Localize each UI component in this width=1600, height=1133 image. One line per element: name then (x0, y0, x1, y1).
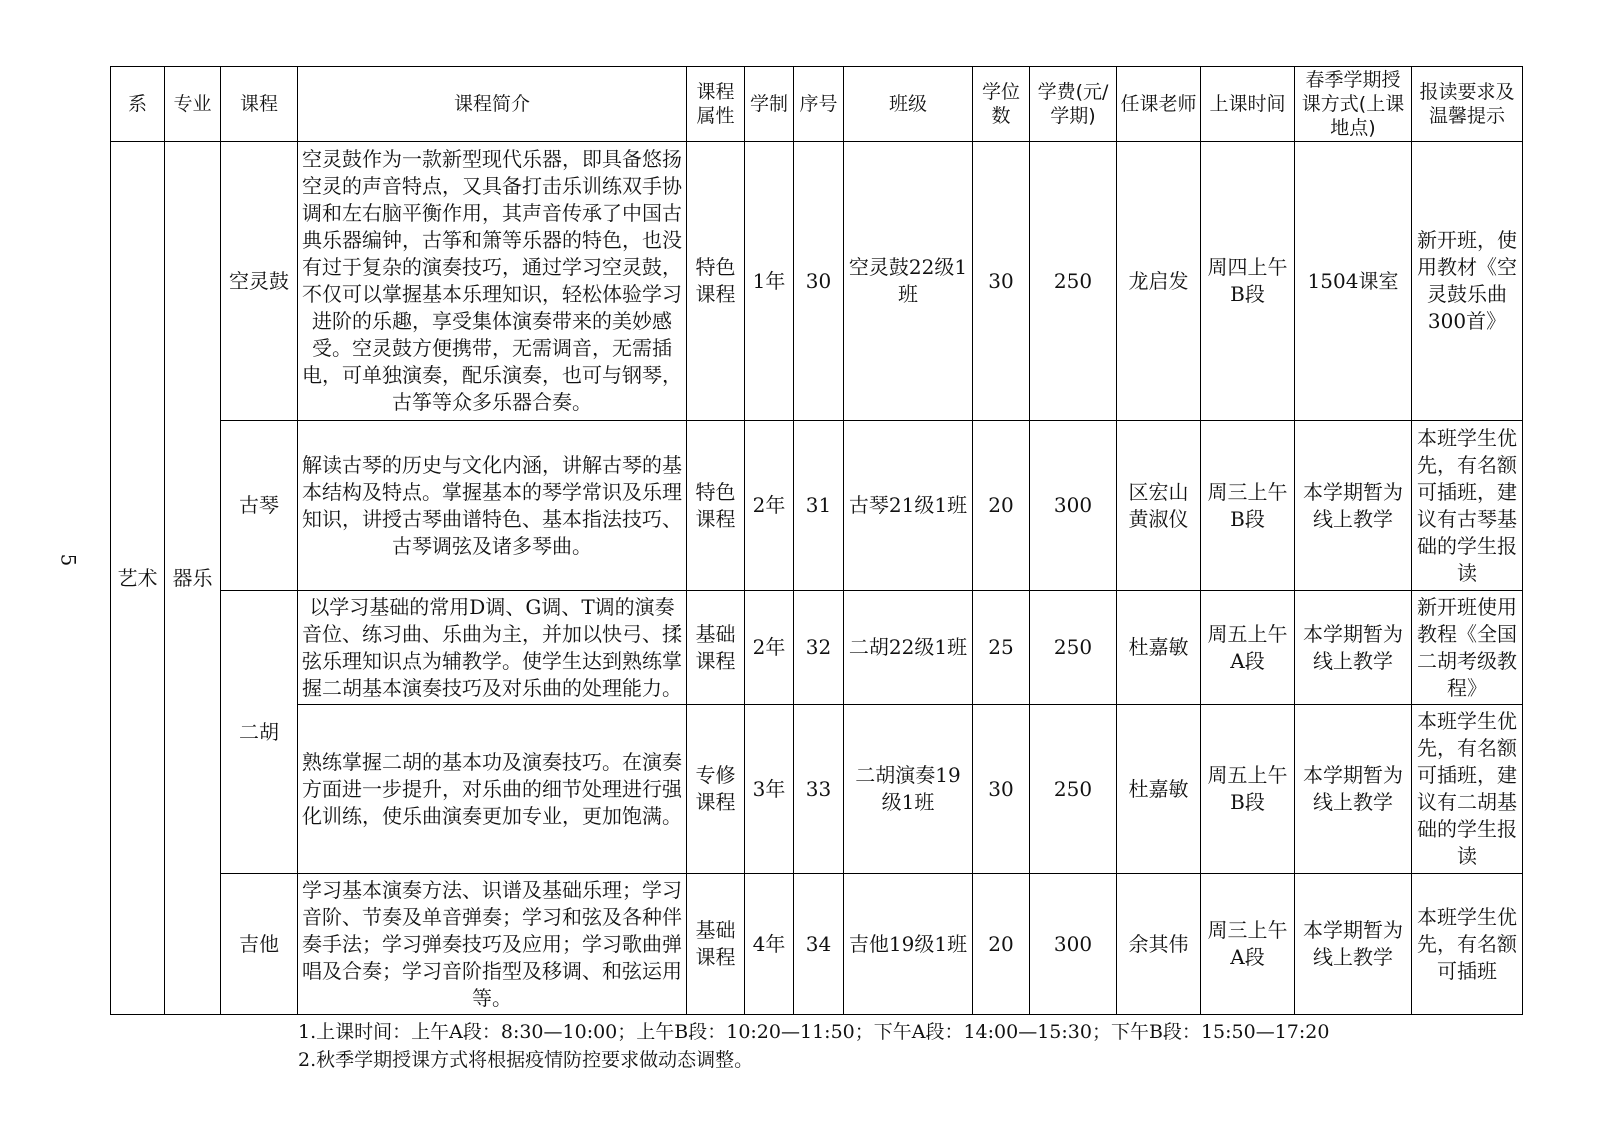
years-cell: 3年 (745, 705, 794, 874)
table-row (111, 874, 1523, 1015)
intro-cell: 以学习基础的常用D调、G调、T调的演奏音位、练习曲、乐曲为主，并加以快弓、揉弦乐理知识点为辅教学。使学生达到熟练掌握二胡基本演奏技巧及对乐曲的处理能力。 (298, 591, 687, 705)
header-course: 课程 (221, 67, 298, 142)
mode-cell: 1504课室 (1295, 142, 1412, 421)
table-row (111, 142, 1523, 421)
course-cell: 空灵鼓 (221, 142, 298, 421)
course-cell: 古琴 (221, 421, 298, 591)
mode-cell: 本学期暂为线上教学 (1295, 705, 1412, 874)
header-no: 序号 (794, 67, 844, 142)
mode-cell: 本学期暂为线上教学 (1295, 591, 1412, 705)
years-cell: 2年 (745, 421, 794, 591)
page-number: 5 (56, 553, 81, 567)
header-teacher: 任课老师 (1117, 67, 1201, 142)
no-cell: 34 (794, 874, 844, 1015)
seats-cell: 30 (973, 705, 1030, 874)
teacher-cell: 杜嘉敏 (1117, 591, 1201, 705)
time-cell: 周五上午A段 (1201, 591, 1295, 705)
class-cell: 吉他19级1班 (844, 874, 973, 1015)
header-major: 专业 (165, 67, 221, 142)
attr-cell: 特色课程 (687, 142, 745, 421)
major-cell: 器乐 (165, 142, 221, 1015)
footnote-autumn: 2.秋季学期授课方式将根据疫情防控要求做动态调整。 (298, 1049, 754, 1071)
time-cell: 周五上午B段 (1201, 705, 1295, 874)
seats-cell: 30 (973, 142, 1030, 421)
intro-cell: 空灵鼓作为一款新型现代乐器，即具备悠扬空灵的声音特点，又具备打击乐训练双手协调和左右脑平衡作用，其声音传承了中国古典乐器编钟，古筝和箫等乐器的特色，也没有过于复杂的演奏技巧，通过学习空灵鼓，不仅可以掌握基本乐理知识，轻松体验学习进阶的乐趣，享受集体演奏带来的美妙感受。空灵鼓方便携带，无需调音，无需插电，可单独演奏，配乐演奏，也可与钢琴，古筝等众多乐器合奏。 (298, 142, 687, 421)
fee-cell: 250 (1030, 591, 1117, 705)
teacher-cell: 龙启发 (1117, 142, 1201, 421)
notes-cell: 新开班使用教程《全国二胡考级教程》 (1412, 591, 1523, 705)
header-seats: 学位数 (973, 67, 1030, 142)
table-row (111, 705, 1523, 874)
class-cell: 古琴21级1班 (844, 421, 973, 591)
notes-cell: 本班学生优先，有名额可插班，建议有二胡基础的学生报读 (1412, 705, 1523, 874)
attr-cell: 特色课程 (687, 421, 745, 591)
notes-cell: 本班学生优先，有名额可插班 (1412, 874, 1523, 1015)
course-table (110, 66, 1523, 1015)
intro-cell: 学习基本演奏方法、识谱及基础乐理；学习音阶、节奏及单音弹奏；学习和弦及各种伴奏手法；学习弹奏技巧及应用；学习歌曲弹唱及合奏；学习音阶指型及移调、和弦运用等。 (298, 874, 687, 1015)
header-mode: 春季学期授课方式(上课地点) (1295, 67, 1412, 142)
course-cell: 二胡 (221, 591, 298, 874)
dept-cell: 艺术 (111, 142, 165, 1015)
header-class: 班级 (844, 67, 973, 142)
footnote-time: 1.上课时间：上午A段：8:30—10:00；上午B段：10:20—11:50；下午A段：14:00—15:30；下午B段：15:50—17:20 (298, 1021, 1330, 1043)
header-dept: 系 (111, 67, 165, 142)
fee-cell: 250 (1030, 705, 1117, 874)
no-cell: 30 (794, 142, 844, 421)
mode-cell: 本学期暂为线上教学 (1295, 874, 1412, 1015)
time-cell: 周三上午B段 (1201, 421, 1295, 591)
table-row (111, 421, 1523, 591)
header-row (111, 67, 1523, 142)
class-cell: 二胡22级1班 (844, 591, 973, 705)
years-cell: 1年 (745, 142, 794, 421)
no-cell: 31 (794, 421, 844, 591)
teacher-cell: 杜嘉敏 (1117, 705, 1201, 874)
seats-cell: 25 (973, 591, 1030, 705)
fee-cell: 300 (1030, 874, 1117, 1015)
time-cell: 周四上午B段 (1201, 142, 1295, 421)
class-cell: 二胡演奏19级1班 (844, 705, 973, 874)
table-row (111, 591, 1523, 705)
fee-cell: 250 (1030, 142, 1117, 421)
notes-cell: 新开班，使用教材《空灵鼓乐曲300首》 (1412, 142, 1523, 421)
seats-cell: 20 (973, 421, 1030, 591)
header-intro: 课程简介 (298, 67, 687, 142)
attr-cell: 基础课程 (687, 591, 745, 705)
teacher-cell: 余其伟 (1117, 874, 1201, 1015)
header-attr: 课程属性 (687, 67, 745, 142)
attr-cell: 基础课程 (687, 874, 745, 1015)
seats-cell: 20 (973, 874, 1030, 1015)
attr-cell: 专修课程 (687, 705, 745, 874)
no-cell: 32 (794, 591, 844, 705)
course-cell: 吉他 (221, 874, 298, 1015)
header-fee: 学费(元/学期) (1030, 67, 1117, 142)
class-cell: 空灵鼓22级1班 (844, 142, 973, 421)
fee-cell: 300 (1030, 421, 1117, 591)
mode-cell: 本学期暂为线上教学 (1295, 421, 1412, 591)
intro-cell: 熟练掌握二胡的基本功及演奏技巧。在演奏方面进一步提升，对乐曲的细节处理进行强化训练，使乐曲演奏更加专业，更加饱满。 (298, 705, 687, 874)
years-cell: 2年 (745, 591, 794, 705)
years-cell: 4年 (745, 874, 794, 1015)
teacher-cell: 区宏山 黄淑仪 (1117, 421, 1201, 591)
no-cell: 33 (794, 705, 844, 874)
header-notes: 报读要求及温馨提示 (1412, 67, 1523, 142)
header-time: 上课时间 (1201, 67, 1295, 142)
header-years: 学制 (745, 67, 794, 142)
notes-cell: 本班学生优先，有名额可插班，建议有古琴基础的学生报读 (1412, 421, 1523, 591)
footnotes (298, 1018, 1329, 1074)
intro-cell: 解读古琴的历史与文化内涵，讲解古琴的基本结构及特点。掌握基本的琴学常识及乐理知识，讲授古琴曲谱特色、基本指法技巧、古琴调弦及诸多琴曲。 (298, 421, 687, 591)
time-cell: 周三上午A段 (1201, 874, 1295, 1015)
